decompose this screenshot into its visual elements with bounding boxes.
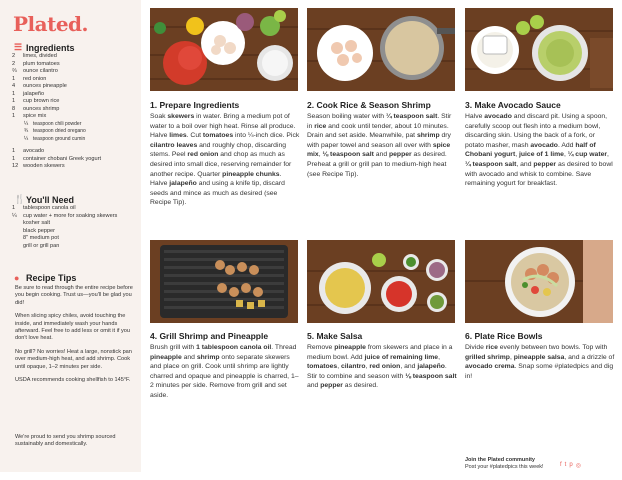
step-text: . Halve xyxy=(150,170,282,188)
item-text: jalapeño xyxy=(23,90,45,97)
tip-paragraph: When slicing spicy chiles, avoid touching the inside, and immediately wash your hands afterward. Feel free to add less or omit it if you don't love heat. xyxy=(15,313,131,342)
item-text: limes, divided xyxy=(23,53,57,59)
ingredient-emphasis: red onion xyxy=(369,363,401,371)
ingredient-emphasis: red onion xyxy=(187,151,219,159)
step-text: Halve xyxy=(465,113,485,120)
item-text: plum tomatoes xyxy=(23,60,60,67)
list-item xyxy=(12,61,138,69)
ingredient-emphasis: cilantro xyxy=(341,363,366,371)
tip-paragraph: Be sure to read through the entire recipe before you begin cooking. Trust us—you'll be glad you did! xyxy=(15,285,133,306)
twitter-icon[interactable]: t xyxy=(564,462,567,468)
photo-cook-rice xyxy=(307,8,455,91)
list-item xyxy=(12,220,138,228)
item-quantity: ¼ xyxy=(24,120,29,127)
step-title: 1. Prepare Ingredients xyxy=(150,100,240,110)
step-text: and roughly chop, discarding stems. Peel xyxy=(150,141,287,159)
item-text: cup brown rice xyxy=(23,98,60,104)
step-body xyxy=(307,112,457,179)
item-text: spice mix xyxy=(23,113,47,119)
social-icons xyxy=(560,462,581,469)
item-text: teaspoon dried oregano xyxy=(33,128,86,134)
item-text: avocado xyxy=(23,148,45,154)
item-quantity: 1 xyxy=(12,90,16,97)
item-quantity xyxy=(12,220,23,228)
step-text: , xyxy=(365,363,370,371)
step-text: Divide xyxy=(465,344,486,351)
step-title: 6. Plate Rice Bowls xyxy=(465,331,543,341)
item-text: black pepper xyxy=(23,227,56,234)
step-title: 5. Make Salsa xyxy=(307,331,363,341)
item-quantity xyxy=(12,235,23,243)
list-item xyxy=(12,76,138,84)
item-quantity: ¼ xyxy=(12,212,17,219)
item-text: grill or grill pan xyxy=(23,242,60,249)
spice-sub-item xyxy=(12,121,138,129)
step-text: Remove xyxy=(307,344,335,351)
ingredient-emphasis: jalapeño xyxy=(417,363,445,371)
step-text: as desired. xyxy=(342,382,379,390)
sidebar xyxy=(0,0,141,472)
step-text: , and xyxy=(400,363,418,371)
list-item xyxy=(12,113,138,121)
ingredient-emphasis: ¼ teaspoon salt xyxy=(385,113,438,120)
spice-sub-item xyxy=(12,136,138,144)
step-text: , xyxy=(515,151,519,159)
step-text: , xyxy=(337,363,341,371)
item-quantity: 8 xyxy=(12,105,16,112)
step-text: . Thread xyxy=(271,344,297,351)
ingredient-emphasis: pineapple xyxy=(150,353,182,361)
step-text: , xyxy=(438,353,440,361)
step-body xyxy=(465,112,615,189)
list-item xyxy=(12,91,138,99)
ingredient-emphasis: ¼ teaspoon salt xyxy=(465,160,517,168)
step-text: and discard pit. Using a spoon, carefully scoop out flesh into a medium bowl, discarding skin. Using the back of a fork, or potato masher, mash xyxy=(465,113,608,149)
item-text: ounce cilantro xyxy=(23,68,58,74)
ingredient-emphasis: spice mix xyxy=(307,141,451,159)
item-text: ounces shrimp xyxy=(23,105,60,112)
step-text: and xyxy=(373,151,389,159)
you-need-list xyxy=(12,205,138,250)
step-text: and xyxy=(181,353,197,361)
ingredient-emphasis: avocado crema xyxy=(465,363,515,371)
photo-rice-bowls xyxy=(465,240,613,323)
step-body xyxy=(465,343,615,381)
item-text: teaspoon chili powder xyxy=(33,120,82,127)
pinterest-icon[interactable]: p xyxy=(569,462,573,468)
item-quantity: 12 xyxy=(12,163,19,169)
step-text: as desired to bowl with avocado and whisk to combine. Save remaining yogurt for breakfast. xyxy=(465,160,613,188)
step-title: 2. Cook Rice & Season Shrimp xyxy=(307,100,431,110)
photo-grill-shrimp xyxy=(150,240,298,323)
item-text: kosher salt xyxy=(23,220,51,226)
list-icon: ☰ xyxy=(14,42,23,52)
step-text: and using a knife tip, discard seeds and mince as much as desired (see Recipe Tip). xyxy=(150,180,285,207)
photo-make-salsa xyxy=(307,240,455,323)
ingredients-list xyxy=(12,53,138,171)
item-quantity: 1 xyxy=(12,98,16,104)
ingredient-emphasis: 1 tablespoon canola oil xyxy=(196,344,272,351)
step-text: , xyxy=(509,353,514,361)
list-item xyxy=(12,98,138,106)
list-item xyxy=(12,235,138,243)
ingredient-emphasis: pineapple xyxy=(334,344,366,351)
step-text: into ¼-inch dice. Pick xyxy=(233,132,300,140)
step-text: . Snap some #platedpics and dig in! xyxy=(465,363,614,380)
item-quantity xyxy=(12,243,23,251)
ingredient-emphasis: rice xyxy=(485,344,498,351)
ingredient-emphasis: skewers xyxy=(167,113,195,120)
list-item xyxy=(12,53,138,61)
step-text: . Stir to combine and season with xyxy=(307,363,447,380)
step-body xyxy=(307,343,457,391)
ingredient-emphasis: shrimp xyxy=(196,353,220,361)
step-body xyxy=(150,112,300,208)
item-text: cup water + more for soaking skewers xyxy=(23,212,118,219)
item-quantity: 2 xyxy=(12,53,16,59)
step-5 xyxy=(307,331,457,391)
ingredient-emphasis: half of Chobani yogurt xyxy=(465,141,596,159)
tip-paragraph: USDA recommends cooking shellfish to 145°F. xyxy=(15,377,131,384)
step-text: . Add xyxy=(557,141,576,149)
step-title: 3. Make Avocado Sauce xyxy=(465,100,561,110)
step-3 xyxy=(465,100,615,189)
list-item xyxy=(12,68,138,76)
item-quantity: 1 xyxy=(12,205,16,211)
community-title: Join the Plated community xyxy=(465,457,535,463)
step-text: . Cut xyxy=(186,132,203,140)
spice-sub-item xyxy=(12,128,138,136)
step-text: Soak xyxy=(150,113,168,120)
item-text: tablespoon canola oil xyxy=(23,205,76,211)
recipe-tips xyxy=(15,285,133,390)
item-text: container chobani Greek yogurt xyxy=(23,155,102,162)
item-quantity: 1 xyxy=(12,155,16,162)
community-subtitle: Post your #platedpics this week! xyxy=(465,464,544,470)
list-item xyxy=(12,205,138,213)
item-quantity: 1 xyxy=(12,75,16,82)
item-text: wooden skewers xyxy=(23,163,65,169)
item-text: ounces pineapple xyxy=(23,83,67,89)
list-item xyxy=(12,106,138,114)
item-text: red onion xyxy=(23,75,47,82)
ingredient-emphasis: ⅛ teaspoon salt xyxy=(405,372,457,380)
ingredient-emphasis: limes xyxy=(169,132,187,140)
step-text: , xyxy=(607,151,609,159)
ingredient-emphasis: tomatoes xyxy=(307,363,338,371)
list-item xyxy=(12,163,138,171)
list-item xyxy=(12,156,138,164)
ingredient-emphasis: avocado xyxy=(530,141,558,149)
ingredient-emphasis: juice of remaining lime xyxy=(364,353,439,361)
community-callout xyxy=(465,457,544,471)
ingredient-emphasis: juice of 1 lime xyxy=(519,151,564,159)
item-quantity: ⅔ xyxy=(12,68,17,74)
step-1 xyxy=(150,100,300,208)
item-quantity: 1 xyxy=(12,148,16,154)
item-quantity: 4 xyxy=(12,83,16,89)
ingredients-heading: ☰ Ingredients xyxy=(14,42,75,53)
list-item xyxy=(12,148,138,156)
step-text: Brush grill with xyxy=(150,344,197,351)
step-text: . Stir in xyxy=(307,113,452,130)
step-text: , xyxy=(563,151,568,159)
step-4 xyxy=(150,331,300,401)
photo-avocado-sauce xyxy=(465,8,613,91)
ingredient-emphasis: rice xyxy=(314,122,327,130)
step-text: from skewers and place in a medium bowl. Add xyxy=(307,344,453,361)
step-title: 4. Grill Shrimp and Pineapple xyxy=(150,331,269,341)
item-quantity xyxy=(12,228,23,236)
step-text: in water. Bring a medium pot of water to a boil over high heat. Rinse all produce. Halve xyxy=(150,113,296,140)
list-item xyxy=(12,243,138,251)
step-text: as desired. Preheat a grill or grill pan to medium-high heat (see Recipe Tip). xyxy=(307,151,447,178)
step-text: and chop as much as desired into small dice, reserving remainder for another recipe. Quarter xyxy=(150,151,292,178)
ingredient-emphasis: pineapple chunks xyxy=(222,170,280,178)
ingredient-emphasis: avocado xyxy=(484,113,512,120)
ingredient-emphasis: tomatoes xyxy=(202,132,234,140)
step-text: onto separate skewers and place on grill. Cook until shrimp are lightly charred and opaque and pineapple is charred, 1–2 minutes per side. Remove from grill and set aside. xyxy=(150,353,299,399)
utensils-icon: 🍴 xyxy=(14,194,26,204)
plated-logo: Plated. xyxy=(13,12,89,36)
step-text: and xyxy=(307,382,321,390)
item-text: teaspoon ground cumin xyxy=(33,135,86,142)
ingredient-emphasis: cilantro leaves xyxy=(150,141,198,149)
tip-paragraph: No grill? No worries! Heat a large, nonstick pan over medium-high heat, and add shrimp. Cook until opaque, 1–2 minutes per side. xyxy=(15,348,132,370)
item-quantity: 1 xyxy=(12,113,16,119)
list-item xyxy=(12,228,138,236)
item-text: 8" medium pot xyxy=(23,235,59,241)
list-item xyxy=(12,83,138,91)
step-text: , xyxy=(318,151,323,159)
step-text: Season boiling water with xyxy=(307,113,386,120)
ingredient-emphasis: pepper xyxy=(533,160,557,168)
ingredient-emphasis: shrimp xyxy=(416,132,440,140)
photo-prepare-ingredients xyxy=(150,8,298,91)
sourcing-note: We're proud to send you shrimp sourced sustainably and domestically. xyxy=(15,434,116,448)
ingredient-emphasis: pineapple salsa xyxy=(513,353,565,361)
item-quantity: 2 xyxy=(12,60,16,67)
step-2 xyxy=(307,100,457,179)
step-text: , and a drizzle of xyxy=(564,353,615,361)
ingredient-emphasis: pepper xyxy=(320,382,343,390)
you-need-heading: 🍴 You'll Need xyxy=(14,194,74,205)
ingredient-emphasis: jalapeño xyxy=(169,180,197,188)
ingredient-emphasis: grilled shrimp xyxy=(465,353,510,361)
step-text: , and xyxy=(516,160,534,168)
step-text: dry with paper towel and season all over with xyxy=(307,132,451,149)
ingredient-emphasis: ¼ cup water xyxy=(567,151,608,159)
location-pin-icon: ● xyxy=(14,273,20,283)
step-body xyxy=(150,343,300,401)
item-quantity: ¼ xyxy=(24,135,29,142)
ingredient-emphasis: ⅛ teaspoon salt xyxy=(322,151,374,159)
step-6 xyxy=(465,331,615,381)
step-text: and cook until tender, about 10 minutes. Drain and set aside. Meanwhile, pat xyxy=(307,122,449,140)
list-item xyxy=(12,213,138,221)
instagram-icon[interactable]: ◎ xyxy=(575,463,581,469)
ingredient-emphasis: pepper xyxy=(389,151,412,159)
facebook-icon[interactable]: f xyxy=(560,462,562,468)
tips-heading: ● Recipe Tips xyxy=(14,273,77,283)
item-quantity: ¾ xyxy=(24,128,29,134)
step-text: evenly between two bowls. Top with xyxy=(497,344,608,351)
